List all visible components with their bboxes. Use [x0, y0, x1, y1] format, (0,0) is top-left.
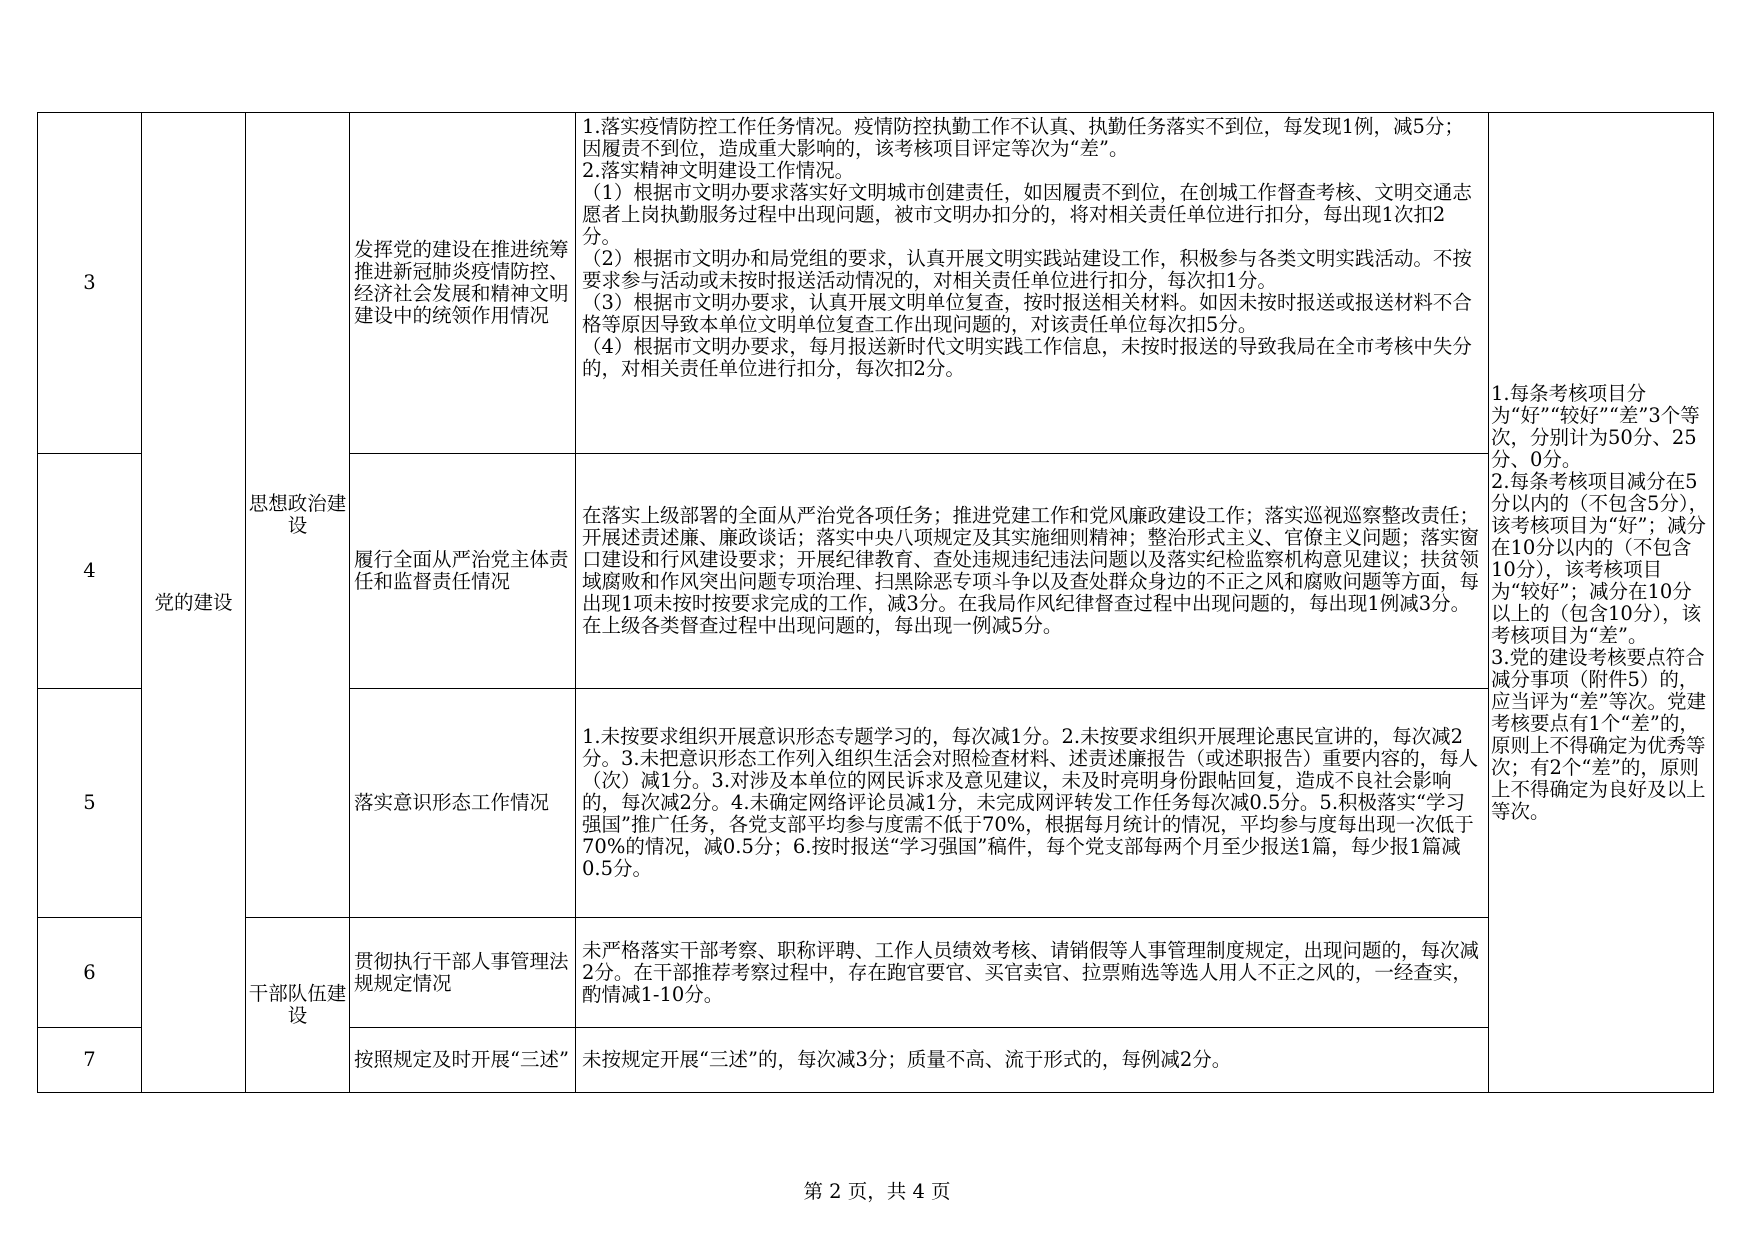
item-cell: 履行全面从严治党主体责任和监督责任情况: [350, 454, 576, 689]
page-footer: 第 2 页，共 4 页: [803, 1180, 951, 1203]
row-number: 7: [38, 1028, 142, 1093]
assessment-table: [37, 112, 1714, 1093]
item-cell: 发挥党的建设在推进统筹推进新冠肺炎疫情防控、经济社会发展和精神文明建设中的统领作用情况: [350, 113, 576, 454]
table-row: [38, 918, 1714, 1028]
criteria-cell: 未严格落实干部考察、职称评聘、工作人员绩效考核、请销假等人事管理制度规定，出现问题的，每次减2分。在干部推荐考察过程中，存在跑官要官、买官卖官、拉票贿选等选人用人不正之风的，一经查实，酌情减1-10分。: [576, 918, 1489, 1028]
item-cell: 贯彻执行干部人事管理法规规定情况: [350, 918, 576, 1028]
criteria-cell: 在落实上级部署的全面从严治党各项任务；推进党建工作和党风廉政建设工作；落实巡视巡察整改责任；开展述责述廉、廉政谈话；落实中央八项规定及其实施细则精神；整治形式主义、官僚主义问题；落实窗口建设和行风建设要求；开展纪律教育、查处违规违纪违法问题以及落实纪检监察机构意见建议；扶贫领域腐败和作风突出问题专项治理、扫黑除恶专项斗争以及查处群众身边的不正之风和腐败问题等方面，每出现1项未按时按要求完成的工作，减3分。在我局作风纪律督查过程中出现问题的，每出现1例减3分。在上级各类督查过程中出现问题的，每出现一例减5分。: [576, 454, 1489, 689]
table-row: [38, 113, 1714, 454]
subcategory-cell: 干部队伍建设: [246, 918, 350, 1093]
row-number: 4: [38, 454, 142, 689]
row-number: 6: [38, 918, 142, 1028]
criteria-cell: 1.落实疫情防控工作任务情况。疫情防控执勤工作不认真、执勤任务落实不到位，每发现1例，减5分；因履责不到位，造成重大影响的，该考核项目评定等次为“差”。 2.落实精神文明建设工作情况。 （1）根据市文明办要求落实好文明城市创建责任，如因履责不到位，在创城工作督查考核、文明交通志愿者上岗执勤服务过程中出现问题，被市文明办扣分的，将对相关责任单位进行扣分，每出现1次扣2分。 （2）根据市文明办和局党组的要求，认真开展文明实践站建设工作，积极参与各类文明实践活动。不按要求参与活动或未按时报送活动情况的，对相关责任单位进行扣分，每次扣1分。 （3）根据市文明办要求，认真开展文明单位复查，按时报送相关材料。如因未按时报送或报送材料不合格等原因导致本单位文明单位复查工作出现问题的，对该责任单位每次扣5分。 （4）根据市文明办要求，每月报送新时代文明实践工作信息，未按时报送的导致我局在全市考核中失分的，对相关责任单位进行扣分，每次扣2分。: [576, 113, 1489, 454]
criteria-cell: 未按规定开展“三述”的，每次减3分；质量不高、流于形式的，每例减2分。: [576, 1028, 1489, 1093]
rules-cell: 1.每条考核项目分为“好”“较好”“差”3个等次，分别计为50分、25 分、0分。 2.每条考核项目减分在5分以内的（不包含5分），该考核项目为“好”；减分在10分以内的（不包含10分），该考核项目为“较好”；减分在10分以上的（包含10分），该考核项目为“差”。 3.党的建设考核要点符合减分事项（附件5）的，应当评为“差”等次。党建考核要点有1个“差”的，原则上不得确定为优秀等次；有2个“差”的，原则上不得确定为良好及以上等次。: [1489, 113, 1714, 1093]
criteria-cell: 1.未按要求组织开展意识形态专题学习的，每次减1分。2.未按要求组织开展理论惠民宣讲的，每次减2分。3.未把意识形态工作列入组织生活会对照检查材料、述责述廉报告（或述职报告）重要内容的，每人（次）减1分。3.对涉及本单位的网民诉求及意见建议，未及时亮明身份跟帖回复，造成不良社会影响的，每次减2分。4.未确定网络评论员减1分，未完成网评转发工作任务每次减0.5分。5.积极落实“学习强国”推广任务，各党支部平均参与度需不低于70%，根据每月统计的情况，平均参与度每出现一次低于70%的情况，减0.5分；6.按时报送“学习强国”稿件，每个党支部每两个月至少报送1篇，每少报1篇减0.5分。: [576, 689, 1489, 918]
item-cell: 落实意识形态工作情况: [350, 689, 576, 918]
item-cell: 按照规定及时开展“三述”: [350, 1028, 576, 1093]
category-cell: 党的建设: [142, 113, 246, 1093]
row-number: 3: [38, 113, 142, 454]
row-number: 5: [38, 689, 142, 918]
subcategory-cell: 思想政治建设: [246, 113, 350, 918]
